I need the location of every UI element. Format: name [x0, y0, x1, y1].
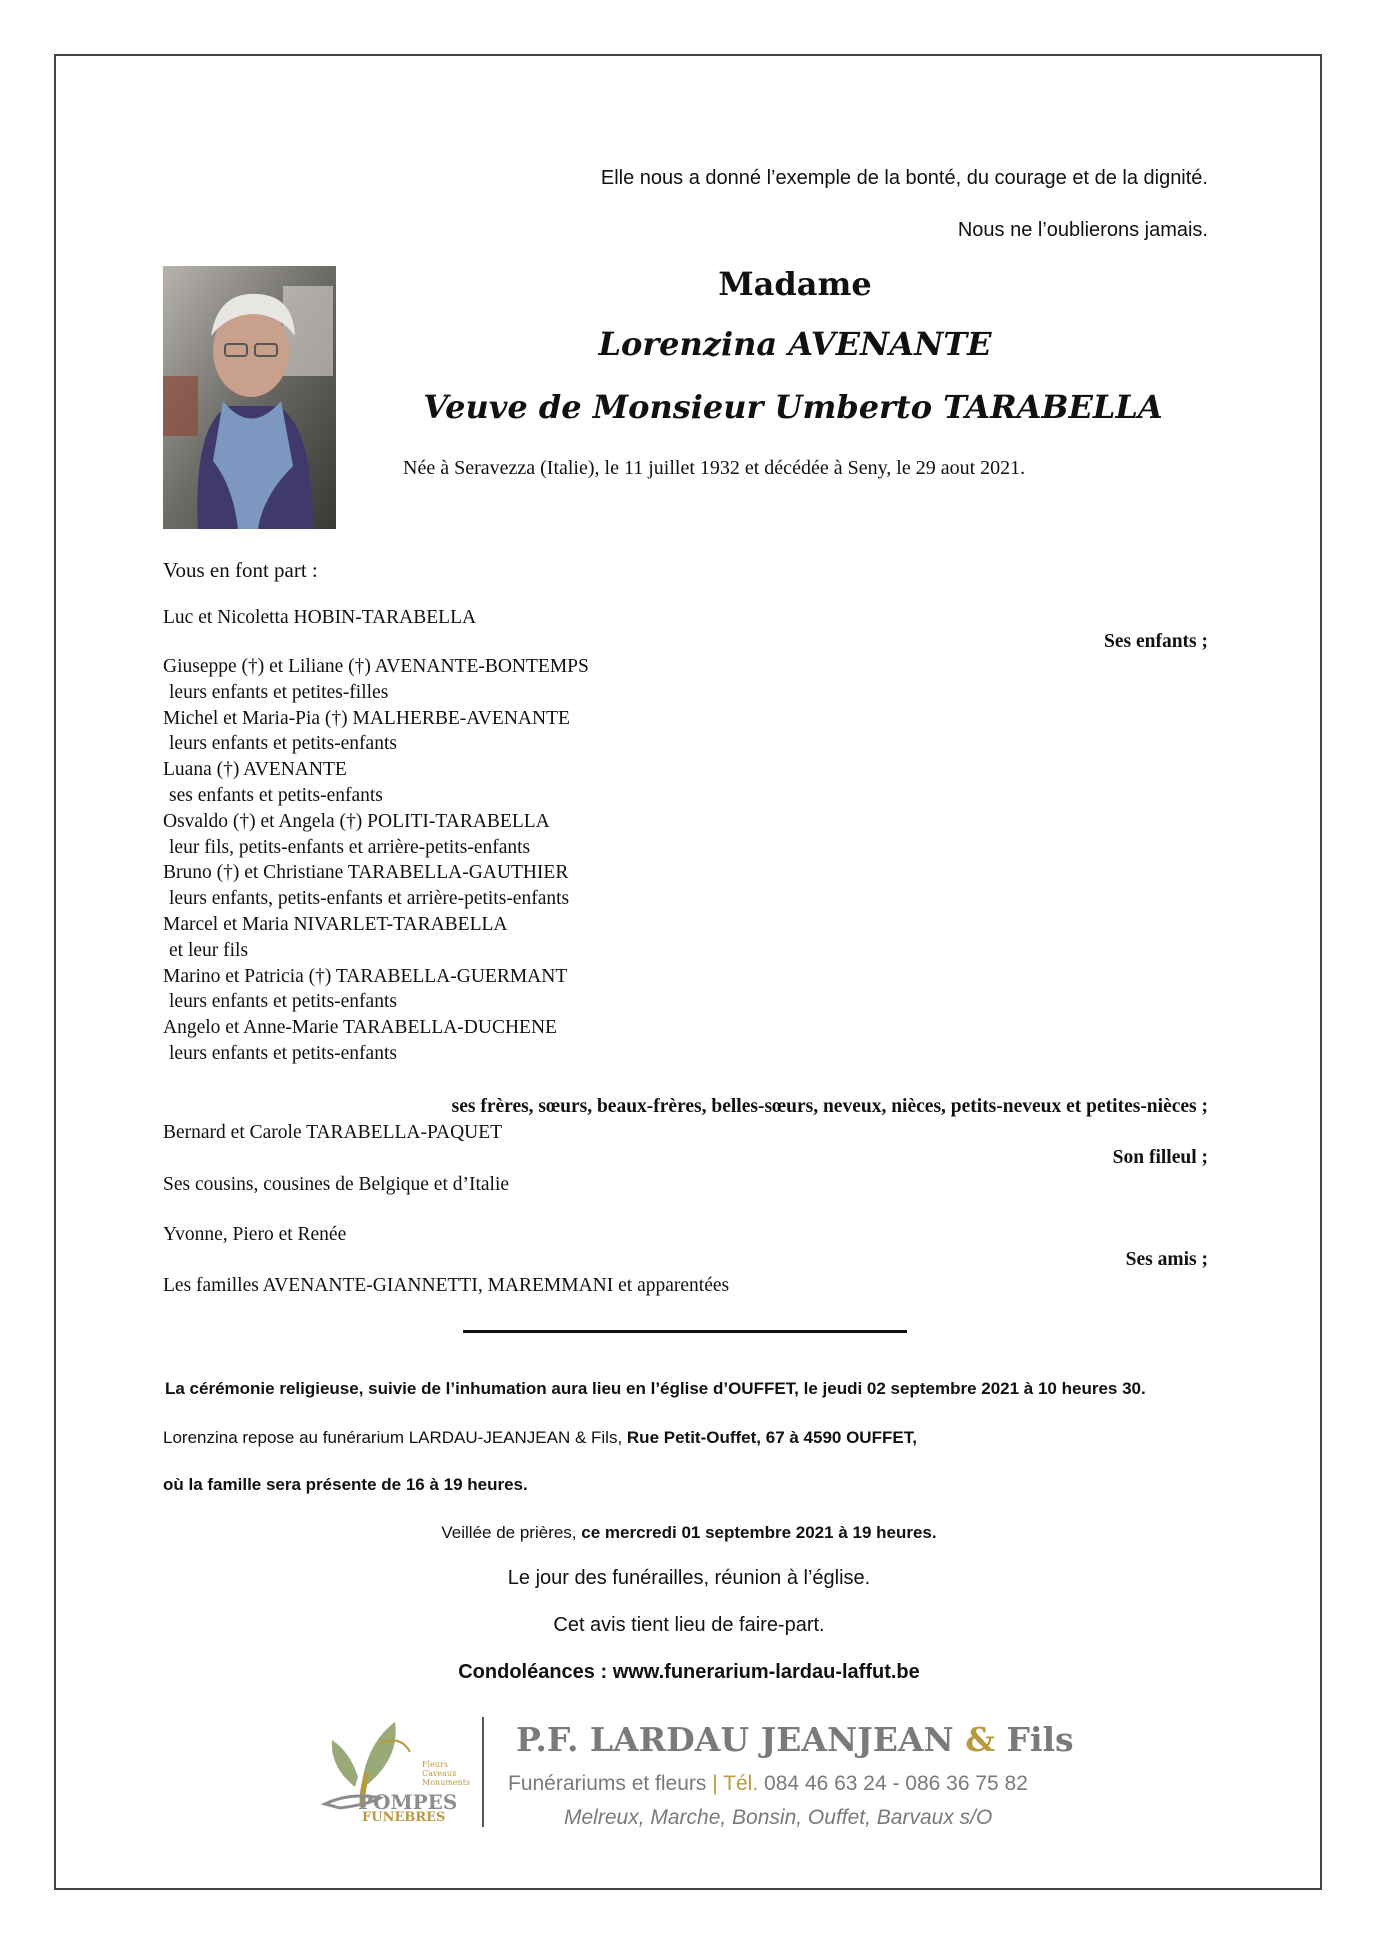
vigil-text: Veillée de prières,: [441, 1523, 582, 1542]
quote-line-2: Nous ne l’oublierons jamais.: [957, 219, 1208, 241]
godson-names: Bernard et Carole TARABELLA-PAQUET: [163, 1122, 503, 1143]
godson-relation: Son filleul ;: [1112, 1147, 1208, 1168]
sibling-name: Michel et Maria-Pia (†) MALHERBE-AVENANTE: [163, 707, 570, 729]
funerarium-text: Lorenzina repose au funérarium LARDAU-JEANJEAN & Fils,: [163, 1428, 627, 1447]
sibling-name: Angelo et Anne-Marie TARABELLA-DUCHENE: [163, 1017, 557, 1039]
friends-relation: Ses amis ;: [1125, 1249, 1208, 1270]
company-name-main: P.F. LARDAU JEANJEAN: [516, 1720, 966, 1759]
sibling-name: Luana (†) AVENANTE: [163, 759, 347, 781]
logo-tagline-item: Monuments: [422, 1778, 471, 1787]
sibling-descendants: leurs enfants et petites-filles: [169, 681, 389, 703]
funerarium-line: [163, 1428, 917, 1448]
phone-numbers: 084 46 63 24 - 086 36 75 82: [764, 1772, 1028, 1795]
quote-line-1: Elle nous a donné l’exemple de la bonté, du courage et de la dignité.: [600, 167, 1208, 189]
ceremony-line: La cérémonie religieuse, suivie de l’inhumation aura lieu en l’église d’OUFFET, le jeudi 02 septembre 2021 à 10 heures 30.: [165, 1379, 1146, 1398]
company-name: [516, 1720, 1074, 1759]
siblings-relation: ses frères, sœurs, beaux-frères, belles-sœurs, neveux, nièces, petits-neveux et petites-nièces ;: [451, 1096, 1208, 1117]
family-presence-line: où la famille sera présente de 16 à 19 heures.: [163, 1475, 528, 1494]
logo-funebres: FUNEBRES: [362, 1810, 446, 1825]
sibling-descendants: leurs enfants, petits-enfants et arrière-petits-enfants: [169, 888, 570, 910]
notice-line: Cet avis tient lieu de faire-part.: [553, 1614, 825, 1636]
condolences-line: Condoléances : www.funerarium-lardau-laffut.be: [458, 1661, 920, 1683]
children-relation: Ses enfants ;: [1103, 631, 1208, 652]
sibling-descendants: leur fils, petits-enfants et arrière-petits-enfants: [169, 836, 531, 858]
tel-label: | Tél.: [712, 1772, 765, 1795]
families-line: Les familles AVENANTE-GIANNETTI, MAREMMANI et apparentées: [163, 1275, 730, 1296]
sibling-name: Marino et Patricia (†) TARABELLA-GUERMANT: [163, 965, 568, 987]
gathering-line: Le jour des funérailles, réunion à l’église.: [507, 1567, 871, 1589]
siblings-list: [163, 654, 589, 1067]
services-text: Funérariums et fleurs: [508, 1772, 713, 1795]
sibling-name: Bruno (†) et Christiane TARABELLA-GAUTHIER: [163, 862, 569, 884]
deceased-name: Lorenzina AVENANTE: [598, 325, 992, 363]
logo-pompes: POMPES: [358, 1790, 458, 1814]
sibling-descendants: leurs enfants et petits-enfants: [169, 733, 397, 755]
funeral-home-logo: [310, 1712, 475, 1827]
logo-tagline: [422, 1760, 470, 1787]
footer-separator: [482, 1717, 484, 1827]
widow-line: Veuve de Monsieur Umberto TARABELLA: [423, 388, 1163, 426]
funerarium-address: Rue Petit-Ouffet, 67 à 4590 OUFFET,: [626, 1428, 917, 1447]
title-madame: Madame: [718, 265, 872, 303]
logo-tagline-item: Fleurs: [422, 1760, 448, 1769]
children-names: Luc et Nicoletta HOBIN-TARABELLA: [163, 607, 477, 628]
divider-line: [463, 1330, 907, 1333]
sibling-descendants: leurs enfants et petits-enfants: [169, 1042, 397, 1064]
company-services: [508, 1772, 1028, 1796]
sibling-name: Giuseppe (†) et Liliane (†) AVENANTE-BONTEMPS: [163, 656, 589, 677]
cousins-line: Ses cousins, cousines de Belgique et d’Italie: [163, 1174, 510, 1195]
intro-text: Vous en font part :: [163, 558, 318, 582]
sibling-descendants: leurs enfants et petits-enfants: [169, 991, 397, 1013]
company-locations: Melreux, Marche, Bonsin, Ouffet, Barvaux s/O: [564, 1806, 993, 1829]
sibling-name: Osvaldo (†) et Angela (†) POLITI-TARABELLA: [163, 810, 550, 832]
sibling-name: Marcel et Maria NIVARLET-TARABELLA: [163, 913, 508, 935]
vigil-date: ce mercredi 01 septembre 2021 à 19 heures.: [581, 1523, 937, 1542]
vigil-line: [0, 1523, 1378, 1543]
portrait-photo: [163, 266, 336, 529]
sibling-descendants: et leur fils: [169, 939, 249, 961]
logo-tagline-item: Caveaux: [422, 1769, 457, 1778]
sibling-descendants: ses enfants et petits-enfants: [169, 784, 383, 806]
friends-names: Yvonne, Piero et Renée: [163, 1224, 347, 1245]
portrait-image: [163, 266, 336, 529]
birth-death-dates: Née à Seravezza (Italie), le 11 juillet 1932 et décédée à Seny, le 29 aout 2021.: [403, 457, 1026, 479]
company-ampersand: &: [965, 1720, 1007, 1759]
company-name-fils: Fils: [1006, 1720, 1074, 1759]
